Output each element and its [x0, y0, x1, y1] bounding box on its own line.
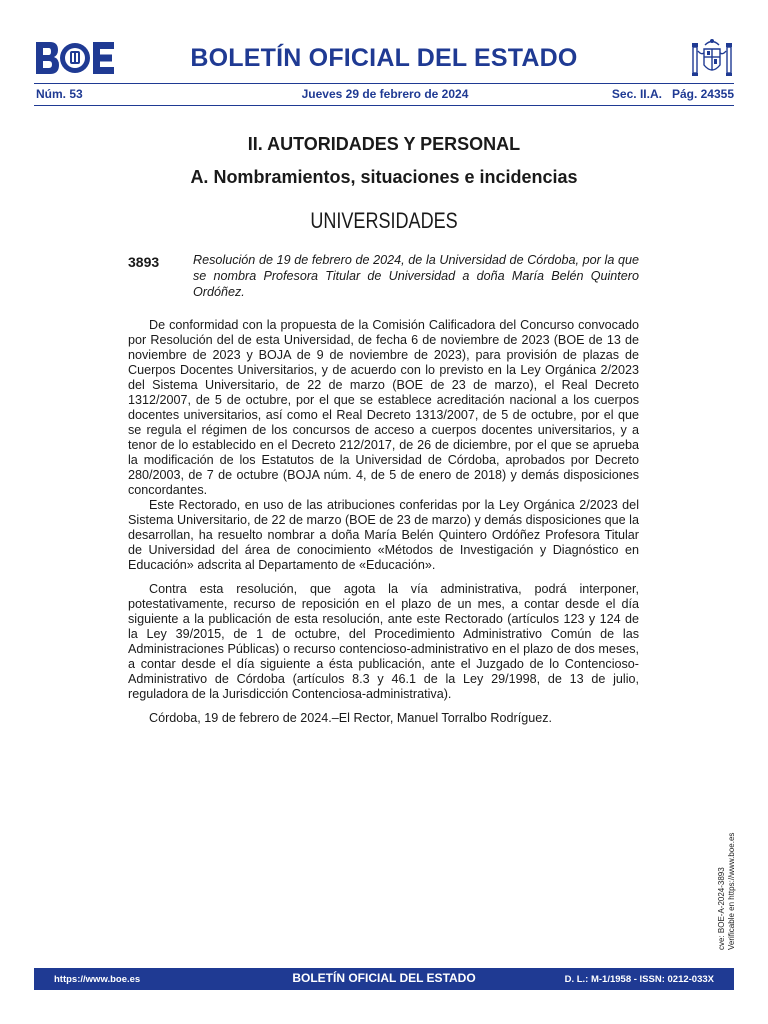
footer-url-link[interactable]: https://www.boe.es: [54, 974, 141, 985]
paragraph: Contra esta resolución, que agota la vía administrativa, podrá interponer, potestativamente, recurso de reposición en el plazo de un mes, a contar desde el día siguiente a la publicación de esta resolución, ante este Rectorado (artículos 123 y 124 de la Ley 39/2015, de 1 de octubre, del Procedimiento Administrativo Común de las Administraciones Públicas) o recurso contencioso-administrativo en el plazo de dos meses, a contar desde el día siguiente a ésta publicación, ante el Juzgado de lo Contencioso-Administrativo de Córdoba (artículos 8.3 y 46.1 de la Ley 29/1998, de 13 de julio, reguladora de la Jurisdicción Contenciosa-administrativa).: [128, 582, 639, 701]
paragraph: Este Rectorado, en uso de las atribuciones conferidas por la Ley Orgánica 2/2023 del Sistema Universitario, de 22 de marzo (BOE de 23 de marzo) y demás disposiciones que la desarrollan, ha resuelto nombrar a doña María Belén Quintero Ordóñez Profesora Titular de Universidad del área de conocimiento «Métodos de Investigación y Diagnóstico en Educación» adscrita al Departamento de «Educación».: [128, 498, 639, 572]
subsection-title: A. Nombramientos, situaciones e incidencias: [190, 167, 578, 187]
footer-title: BOLETÍN OFICIAL DEL ESTADO: [292, 971, 476, 985]
meta-rule: [34, 105, 734, 106]
header-rule: [34, 83, 734, 84]
paragraph: De conformidad con la propuesta de la Comisión Calificadora del Concurso convocado por Resolución del de esta Universidad, de fecha 6 de noviembre de 2023 (BOE de 13 de noviembre de 2023 y BOJA de 9 de noviembre de 2023), para provisión de plazas de Cuerpos Docentes Universitarios, y de acuerdo con lo previsto en la Ley Orgánica 2/2023 del Sistema Universitario, de 22 de marzo (BOE de 23 de marzo), el Real Decreto 1312/2007, de 5 de octubre, por el que se establece acreditación nacional a los cuerpos docentes universitarios, así como el Real Decreto 1313/2007, de 5 de octubre, por el que se regula el régimen de los concursos de acceso a cuerpos docentes universitarios, y a tenor de lo establecido en el Decreto 212/2017, de 26 de diciembre, por el que se aprueba la modificación de los Estatutos de la Universidad de Córdoba, aprobados por Decreto 280/2003, de 7 de octubre (BOJA núm. 4, de 5 de enero de 2018) y demás disposiciones concordantes.: [128, 318, 639, 497]
section-title: II. AUTORIDADES Y PERSONAL: [247, 134, 521, 154]
journal-title: BOLETÍN OFICIAL DEL ESTADO: [190, 44, 578, 72]
page-number: Pág. 24355: [671, 87, 734, 101]
disposition-number: 3893: [128, 254, 160, 270]
cve-code: cve: BOE-A-2024-3893: [717, 867, 726, 950]
category-title: UNIVERSIDADES: [310, 208, 458, 233]
verification-link[interactable]: Verificable en https://www.boe.es: [727, 832, 736, 950]
document-body: [128, 318, 639, 726]
coat-of-arms-icon: [690, 37, 734, 79]
issue-number: Núm. 53: [36, 87, 83, 101]
issue-date: Jueves 29 de febrero de 2024: [301, 87, 469, 101]
disposition-summary: Resolución de 19 de febrero de 2024, de la Universidad de Córdoba, por la que se nombra Profesora Titular de Universidad a doña María Belén Quintero Ordóñez.: [193, 253, 639, 299]
section-page: [612, 87, 734, 101]
footer-bar: [34, 968, 734, 990]
issue-metadata: [36, 87, 734, 103]
footer-legal: D. L.: M-1/1958 - ISSN: 0212-033X: [564, 974, 714, 985]
verification-note: [717, 810, 737, 950]
section-code: Sec. II.A.: [611, 87, 662, 101]
signature-line: Córdoba, 19 de febrero de 2024.–El Rector, Manuel Torralbo Rodríguez.: [149, 711, 553, 725]
